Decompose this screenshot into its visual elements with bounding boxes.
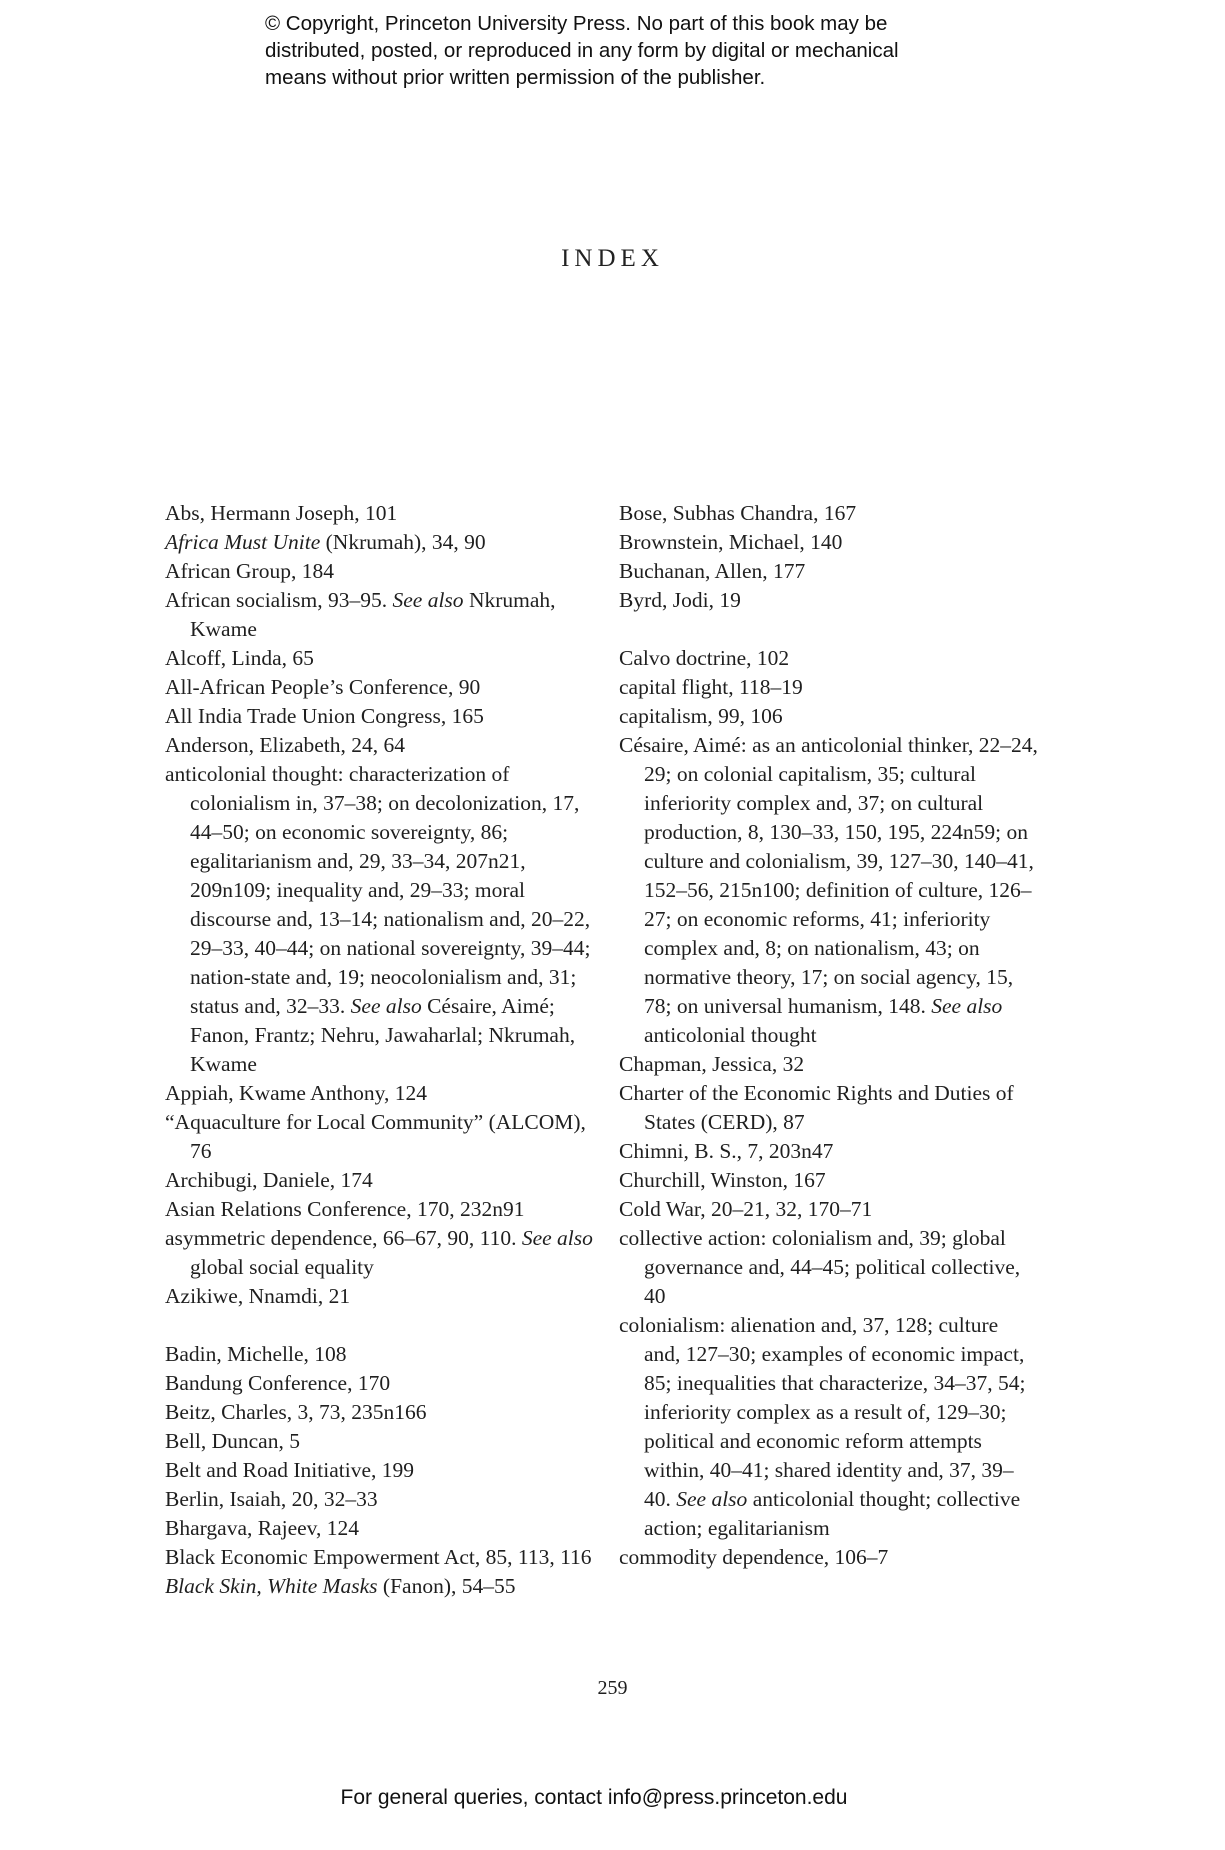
- index-entry-text: global social equality: [190, 1255, 374, 1279]
- index-entry-italic: See also: [392, 588, 464, 612]
- page-number: 259: [597, 1677, 628, 1699]
- index-entry: [619, 673, 1039, 702]
- index-entry-text: Anderson, Elizabeth, 24, 64: [165, 733, 406, 757]
- index-entry-text: collective action: colonialism and, 39; global governance and, 44–45; political collective, 40: [619, 1226, 1021, 1308]
- index-entry-text: Bhargava, Rajeev, 124: [165, 1516, 360, 1540]
- index-entry-text: Bell, Duncan, 5: [165, 1429, 300, 1453]
- index-entry: [165, 1282, 595, 1311]
- index-entry: [165, 1369, 595, 1398]
- index-entry-text: Chapman, Jessica, 32: [619, 1052, 805, 1076]
- index-entry: [165, 1195, 595, 1224]
- index-entry-text: Archibugi, Daniele, 174: [165, 1168, 373, 1192]
- index-entry-text: Belt and Road Initiative, 199: [165, 1458, 414, 1482]
- index-entry: [165, 1427, 595, 1456]
- index-entry: [165, 1340, 595, 1369]
- index-entry: [619, 1311, 1039, 1543]
- index-entry: [619, 1050, 1039, 1079]
- index-entry: [619, 1195, 1039, 1224]
- letter-group-gap: [165, 1311, 595, 1340]
- letter-group-gap: [619, 615, 1039, 644]
- index-entry: [165, 1514, 595, 1543]
- index-entry-text: Calvo doctrine, 102: [619, 646, 790, 670]
- index-entry-text: Buchanan, Allen, 177: [619, 559, 806, 583]
- index-entry: [165, 1166, 595, 1195]
- index-column-left: [165, 499, 595, 1601]
- index-entry: [165, 557, 595, 586]
- index-entry: [619, 1224, 1039, 1311]
- index-entry: [619, 731, 1039, 1050]
- index-entry: [165, 1572, 595, 1601]
- index-entry-text: Byrd, Jodi, 19: [619, 588, 741, 612]
- index-entry-text: capital flight, 118–19: [619, 675, 803, 699]
- index-entry-text: Alcoff, Linda, 65: [165, 646, 314, 670]
- index-entry-text: commodity dependence, 106–7: [619, 1545, 889, 1569]
- index-entry-italic: See also: [931, 994, 1003, 1018]
- index-entry-text: Nkrumah, Kwame: [190, 588, 556, 641]
- index-entry-text: Césaire, Aimé; Fanon, Frantz; Nehru, Jawaharlal; Nkrumah, Kwame: [190, 994, 576, 1076]
- copyright-notice: [265, 10, 1005, 91]
- index-entry: [165, 1485, 595, 1514]
- copyright-line: means without prior written permission of the publisher.: [265, 66, 766, 89]
- index-entry: [165, 1224, 595, 1282]
- index-entry: [165, 731, 595, 760]
- index-entry: [619, 1079, 1039, 1137]
- index-entry-text: Beitz, Charles, 3, 73, 235n166: [165, 1400, 427, 1424]
- index-entry-italic: Black Skin, White Masks: [165, 1574, 378, 1598]
- index-entry: [619, 557, 1039, 586]
- index-entry-text: Césaire, Aimé: as an anticolonial thinker, 22–24, 29; on colonial capitalism, 35; cultural inferiority complex and, 37; on cultural production, 8, 130–33, 150, 195, 224n59; on culture and colonialism, 39, 127–30, 140–41, 152–56, 215n100; definition of culture, 126–27; on economic reforms, 41; inferiority complex and, 8; on nationalism, 43; on normative theory, 17; on social agency, 15, 78; on universal humanism, 148.: [619, 733, 1038, 1018]
- index-entry: [165, 702, 595, 731]
- index-entry-text: colonialism: alienation and, 37, 128; culture and, 127–30; examples of economic impact, 85; inequalities that characterize, 34–37, 54; inferiority complex as a result of, 129–30; political and economic reform attempts within, 40–41; shared identity and, 37, 39–40.: [619, 1313, 1026, 1511]
- index-entry-text: African Group, 184: [165, 559, 334, 583]
- index-entry-text: Azikiwe, Nnamdi, 21: [165, 1284, 351, 1308]
- index-heading: INDEX: [561, 245, 664, 272]
- index-entry-text: anticolonial thought; collective action; egalitarianism: [644, 1487, 1021, 1540]
- index-entry-italic: See also: [521, 1226, 593, 1250]
- index-entry-text: asymmetric dependence, 66–67, 90, 110.: [165, 1226, 522, 1250]
- copyright-line: © Copyright, Princeton University Press. No part of this book may be: [265, 12, 888, 35]
- index-entry-italic: See also: [676, 1487, 748, 1511]
- index-entry-text: African socialism, 93–95.: [165, 588, 393, 612]
- index-entry-text: Appiah, Kwame Anthony, 124: [165, 1081, 427, 1105]
- index-entry-text: All India Trade Union Congress, 165: [165, 704, 484, 728]
- index-entry-italic: Africa Must Unite: [165, 530, 321, 554]
- index-entry: [165, 1543, 595, 1572]
- index-entry: [165, 528, 595, 557]
- index-entry: [165, 586, 595, 644]
- index-entry: [165, 1108, 595, 1166]
- copyright-line: distributed, posted, or reproduced in any form by digital or mechanical: [265, 39, 899, 62]
- index-entry: [165, 1456, 595, 1485]
- index-entry: [619, 1137, 1039, 1166]
- index-entry: [165, 760, 595, 1079]
- index-entry-text: Chimni, B. S., 7, 203n47: [619, 1139, 834, 1163]
- index-entry: [619, 499, 1039, 528]
- index-entry: [619, 586, 1039, 615]
- index-entry-text: Berlin, Isaiah, 20, 32–33: [165, 1487, 378, 1511]
- index-entry-text: Asian Relations Conference, 170, 232n91: [165, 1197, 525, 1221]
- index-entry-text: Abs, Hermann Joseph, 101: [165, 501, 398, 525]
- index-entry: [165, 1398, 595, 1427]
- index-entry-text: (Nkrumah), 34, 90: [320, 530, 486, 554]
- index-entry-text: anticolonial thought: characterization of colonialism in, 37–38; on decolonization, 17, 44–50; on economic sovereignty, 86; egalitarianism and, 29, 33–34, 207n21, 209n109; inequality and, 29–33; moral discourse and, 13–14; nationalism and, 20–22, 29–33, 40–44; on national sovereignty, 39–44; nation-state and, 19; neocolonialism and, 31; status and, 32–33.: [165, 762, 591, 1018]
- index-entry: [619, 1543, 1039, 1572]
- index-entry-text: Churchill, Winston, 167: [619, 1168, 826, 1192]
- index-entry-text: Black Economic Empowerment Act, 85, 113, 116: [165, 1545, 592, 1569]
- index-entry-text: Bandung Conference, 170: [165, 1371, 391, 1395]
- index-entry: [619, 1166, 1039, 1195]
- index-entry: [165, 673, 595, 702]
- index-entry-text: “Aquaculture for Local Community” (ALCOM), 76: [165, 1110, 586, 1163]
- index-entry: [165, 499, 595, 528]
- index-entry-text: anticolonial thought: [644, 1023, 817, 1047]
- index-entry-text: Bose, Subhas Chandra, 167: [619, 501, 857, 525]
- index-entry-text: capitalism, 99, 106: [619, 704, 783, 728]
- index-entry: [619, 528, 1039, 557]
- index-entry-text: Badin, Michelle, 108: [165, 1342, 347, 1366]
- index-entry: [165, 1079, 595, 1108]
- index-entry-text: Brownstein, Michael, 140: [619, 530, 843, 554]
- index-entry: [619, 702, 1039, 731]
- index-entry-text: (Fanon), 54–55: [377, 1574, 516, 1598]
- index-entry: [619, 644, 1039, 673]
- index-entry: [165, 644, 595, 673]
- index-entry-text: Charter of the Economic Rights and Duties of States (CERD), 87: [619, 1081, 1014, 1134]
- index-entry-italic: See also: [350, 994, 422, 1018]
- index-entry-text: All-African People’s Conference, 90: [165, 675, 481, 699]
- index-entry-text: Cold War, 20–21, 32, 170–71: [619, 1197, 873, 1221]
- index-column-right: [619, 499, 1039, 1572]
- footer-contact: For general queries, contact info@press.princeton.edu: [340, 1786, 848, 1809]
